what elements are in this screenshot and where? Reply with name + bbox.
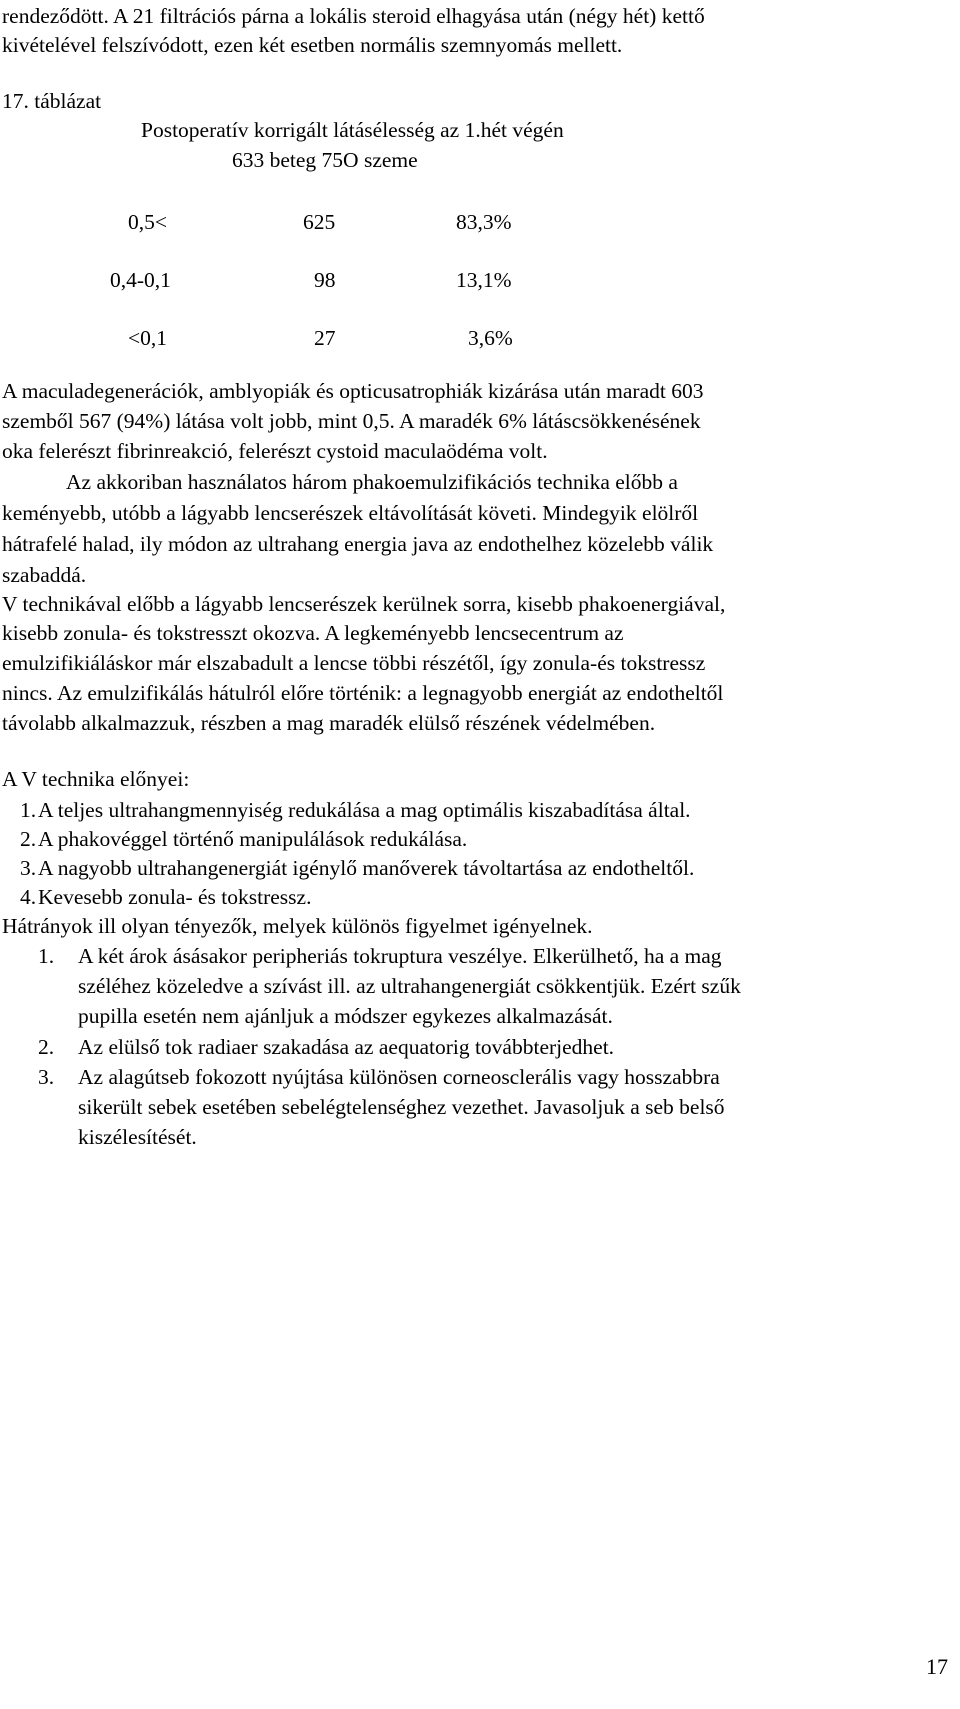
list-item-text: kiszélesítését. xyxy=(78,1125,197,1149)
table-cell-percent: 83,3% xyxy=(456,210,512,234)
body-line: A maculadegenerációk, amblyopiák és opticusatrophiák kizárása után maradt 603 xyxy=(2,379,704,403)
list-item-text: Az alagútseb fokozott nyújtása különösen corneosclerális vagy hosszabbra xyxy=(78,1065,720,1089)
list-item-text: sikerült sebek esetében sebelégtelenséghez vezethet. Javasoljuk a seb belső xyxy=(78,1095,725,1119)
disadvantages-heading: Hátrányok ill olyan tényezők, melyek különös figyelmet igényelnek. xyxy=(2,914,593,938)
list-item-text: A teljes ultrahangmennyiség redukálása a mag optimális kiszabadítása által. xyxy=(38,798,691,822)
list-item-text: pupilla esetén nem ajánljuk a módszer egykezes alkalmazását. xyxy=(78,1004,613,1028)
body-line: V technikával előbb a lágyabb lencserészek kerülnek sorra, kisebb phakoenergiával, xyxy=(2,592,726,616)
table-cell-percent: 13,1% xyxy=(456,268,512,292)
list-item-number: 1. xyxy=(38,944,55,968)
table-cell-count: 625 xyxy=(303,210,336,234)
table-cell-range: <0,1 xyxy=(128,326,168,350)
list-item-text: A nagyobb ultrahangenergiát igénylő manőverek távoltartása az endotheltől. xyxy=(38,856,695,880)
body-line: szemből 567 (94%) látása volt jobb, mint 0,5. A maradék 6% látáscsökkenésének xyxy=(2,409,701,433)
table-cell-count: 98 xyxy=(314,268,336,292)
list-item-number: 3. xyxy=(20,856,37,880)
list-item-text: A két árok ásásakor peripheriás tokruptura veszélye. Elkerülhető, ha a mag xyxy=(78,944,722,968)
body-line: hátrafelé halad, ily módon az ultrahang energia java az endothelhez közelebb válik xyxy=(2,532,714,556)
list-item-number: 2. xyxy=(20,827,37,851)
list-item-number: 1. xyxy=(20,798,37,822)
body-line: kisebb zonula- és tokstresszt okozva. A legkeményebb lencsecentrum az xyxy=(2,621,624,645)
body-line: távolabb alkalmazzuk, részben a mag maradék elülső részének védelmében. xyxy=(2,711,656,735)
body-line: oka felerészt fibrinreakció, felerészt cystoid maculaödéma volt. xyxy=(2,439,548,463)
list-item-number: 3. xyxy=(38,1065,55,1089)
advantages-heading: A V technika előnyei: xyxy=(2,767,190,791)
body-line: Az akkoriban használatos három phakoemulzifikációs technika előbb a xyxy=(66,470,678,494)
table-cell-range: 0,4-0,1 xyxy=(110,268,171,292)
body-line: nincs. Az emulzifikálás hátulról előre történik: a legnagyobb energiát az endotheltől xyxy=(2,681,724,705)
table-title: Postoperatív korrigált látásélesség az 1.hét végén xyxy=(141,118,564,142)
intro-line-2: kivételével felszívódott, ezen két esetben normális szemnyomás mellett. xyxy=(2,33,623,57)
table-subtitle: 633 beteg 75O szeme xyxy=(232,148,418,172)
body-line: szabaddá. xyxy=(2,563,87,587)
list-item-text: A phakovéggel történő manipulálások redukálása. xyxy=(38,827,468,851)
body-line: keményebb, utóbb a lágyabb lencserészek eltávolítását követi. Mindegyik elölről xyxy=(2,501,699,525)
list-item-text: Kevesebb zonula- és tokstressz. xyxy=(38,885,312,909)
table-caption: 17. táblázat xyxy=(2,89,102,113)
intro-line-1: rendeződött. A 21 filtrációs párna a lokális steroid elhagyása után (négy hét) kettő xyxy=(2,4,705,28)
table-cell-range: 0,5< xyxy=(128,210,168,234)
page-number: 17 xyxy=(926,1654,948,1679)
body-line: emulzifikiáláskor már elszabadult a lencse többi részétől, így zonula-és tokstressz xyxy=(2,651,706,675)
list-item-number: 2. xyxy=(38,1035,55,1059)
list-item-number: 4. xyxy=(20,885,37,909)
list-item-text: széléhez közeledve a szívást ill. az ultrahangenergiát csökkentjük. Ezért szűk xyxy=(78,974,741,998)
table-cell-count: 27 xyxy=(314,326,336,350)
table-cell-percent: 3,6% xyxy=(468,326,513,350)
list-item-text: Az elülső tok radiaer szakadása az aequatorig továbbterjedhet. xyxy=(78,1035,615,1059)
